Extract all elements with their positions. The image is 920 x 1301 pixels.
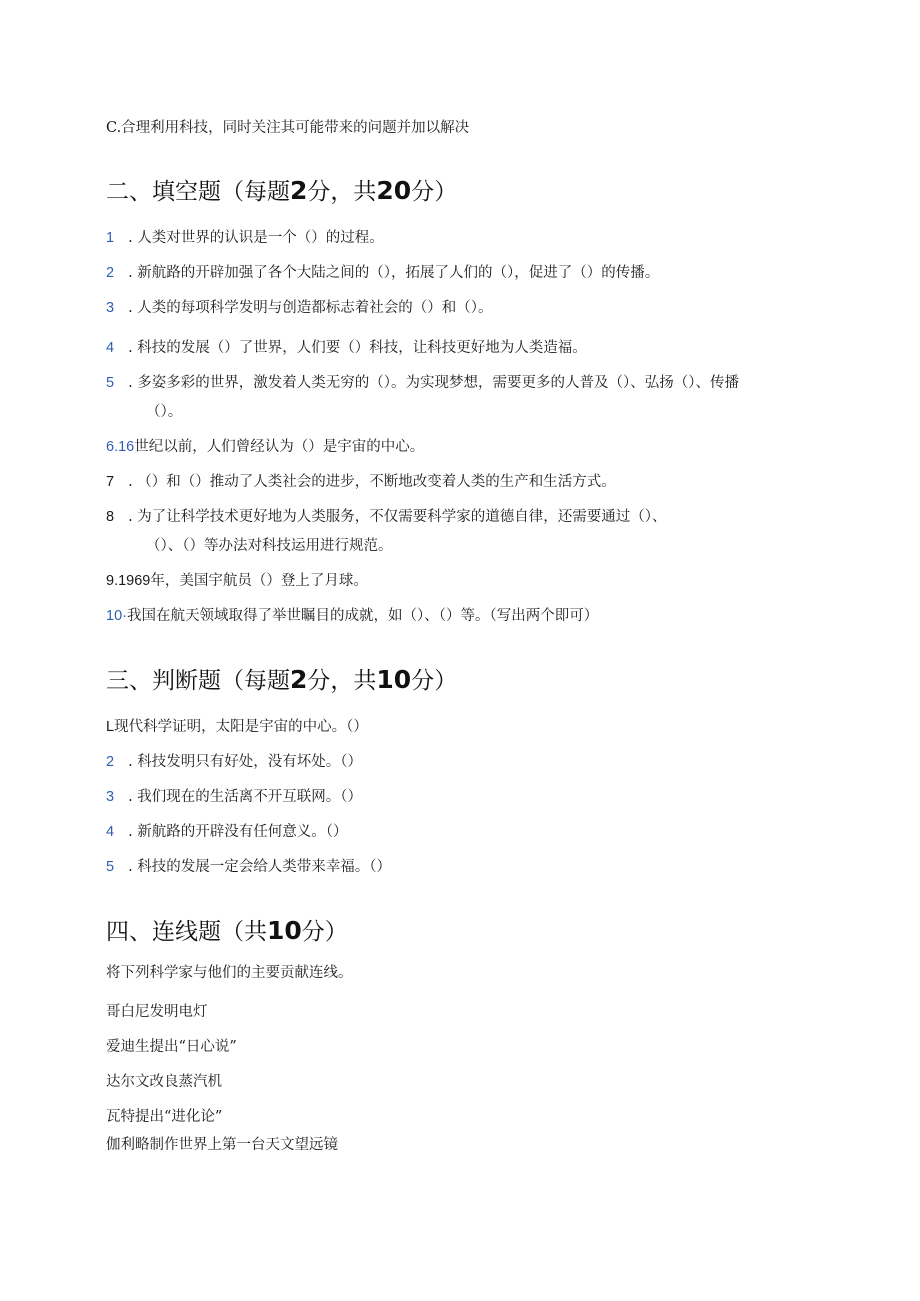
matching-row-text: 瓦特提出“进化论” <box>106 1109 223 1125</box>
section3-heading <box>106 665 457 696</box>
section2-title-part: 分） <box>411 179 458 205</box>
fill-question-6 <box>106 438 424 456</box>
fill-question-3 <box>106 299 493 317</box>
question-number: 8 <box>106 509 115 525</box>
section2-heading <box>106 176 457 207</box>
question-number: 4 <box>106 824 115 840</box>
question-text: . （）和（）推动了人类社会的进步，不断地改变着人类的生产和生活方式。 <box>128 474 616 490</box>
fill-question-8-cont <box>146 537 393 555</box>
matching-row <box>106 1136 338 1154</box>
fill-question-9 <box>106 572 368 590</box>
judge-question-3 <box>106 788 362 806</box>
matching-row-text: 哥白尼发明电灯 <box>106 1004 208 1020</box>
question-text: 年，美国宇航员（）登上了月球。 <box>150 573 368 589</box>
option-c <box>106 119 469 137</box>
question-text: . 科技发明只有好处，没有坏处。（） <box>128 754 363 770</box>
question-number: 5 <box>106 859 115 875</box>
question-text: . 我们现在的生活离不开互联网。（） <box>128 789 363 805</box>
section4-title-part: 四、连线题（共 <box>106 919 267 945</box>
fill-question-7 <box>106 473 616 491</box>
matching-instruction <box>106 964 353 982</box>
question-text-continued: （）、（）等办法对科技运用进行规范。 <box>146 538 393 554</box>
question-number: 4 <box>106 340 115 356</box>
judge-question-5 <box>106 858 391 876</box>
matching-row-text: 达尔文改良蒸汽机 <box>106 1074 222 1090</box>
section4-title-part: 分） <box>301 919 348 945</box>
question-text: . 科技的发展一定会给人类带来幸福。（） <box>128 859 392 875</box>
question-text: 现代科学证明，太阳是宇宙的中心。（） <box>114 719 368 735</box>
section3-title-part: 分，共 <box>307 668 377 694</box>
judge-question-1 <box>106 718 368 736</box>
fill-question-5-cont <box>146 403 182 421</box>
question-number: 3 <box>106 300 115 316</box>
question-number: 9.1969 <box>106 573 151 589</box>
question-number: 1 <box>106 230 115 246</box>
section3-title-total: 10 <box>376 665 412 694</box>
section3-title-part: 分） <box>411 668 458 694</box>
question-number: 7 <box>106 474 115 490</box>
question-number: 3 <box>106 789 115 805</box>
section4-title-total: 10 <box>267 916 302 945</box>
question-number: 6.16 <box>106 439 135 455</box>
question-number: 2 <box>106 754 115 770</box>
question-text: 世纪以前，人们曾经认为（）是宇宙的中心。 <box>134 439 425 455</box>
option-c-text: C.合理利用科技，同时关注其可能带来的问题并加以解决 <box>106 120 470 136</box>
question-text: 我国在航天领域取得了举世瞩目的成就，如（）、（）等。（写出两个即可） <box>126 608 599 624</box>
fill-question-1 <box>106 229 384 247</box>
question-number: 10· <box>106 608 127 624</box>
fill-question-5 <box>106 374 739 392</box>
question-text-continued: （）。 <box>146 404 183 420</box>
question-text: . 新航路的开辟加强了各个大陆之间的（），拓展了人们的（），促进了（）的传播。 <box>128 265 660 281</box>
section2-title-part: 分，共 <box>307 179 377 205</box>
matching-row <box>106 1003 208 1021</box>
section2-title-total: 20 <box>376 176 412 205</box>
question-text: . 人类对世界的认识是一个（）的过程。 <box>128 230 384 246</box>
instruction-text: 将下列科学家与他们的主要贡献连线。 <box>106 965 353 981</box>
section2-title-part: 二、填空题（每题 <box>106 179 290 205</box>
question-number: 2 <box>106 265 115 281</box>
section3-title-part: 三、判断题（每题 <box>106 668 290 694</box>
fill-question-4 <box>106 339 587 357</box>
fill-question-8 <box>106 508 667 526</box>
question-text: . 科技的发展（）了世界，人们要（）科技，让科技更好地为人类造福。 <box>128 340 587 356</box>
judge-question-4 <box>106 823 348 841</box>
fill-question-10 <box>106 607 598 625</box>
question-text: . 新航路的开辟没有任何意义。（） <box>128 824 348 840</box>
matching-row <box>106 1073 222 1091</box>
question-text: . 为了让科学技术更好地为人类服务，不仅需要科学家的道德自律，还需要通过（）、 <box>128 509 667 525</box>
section2-title-score: 2 <box>290 176 308 205</box>
matching-row-text: 伽利略制作世界上第一台天文望远镜 <box>106 1137 338 1153</box>
question-text: . 人类的每项科学发明与创造都标志着社会的（）和（）。 <box>128 300 493 316</box>
matching-row <box>106 1108 222 1126</box>
fill-question-2 <box>106 264 659 282</box>
question-number: 5 <box>106 375 115 391</box>
matching-row <box>106 1038 237 1056</box>
section4-heading <box>106 916 348 947</box>
section3-title-score: 2 <box>290 665 308 694</box>
question-text: . 多姿多彩的世界，激发着人类无穷的（）。为实现梦想，需要更多的人普及（）、弘扬（）、传播 <box>128 375 740 391</box>
judge-question-2 <box>106 753 362 771</box>
question-number: L <box>106 719 115 735</box>
matching-row-text: 爱迪生提出“日心说” <box>106 1039 237 1055</box>
